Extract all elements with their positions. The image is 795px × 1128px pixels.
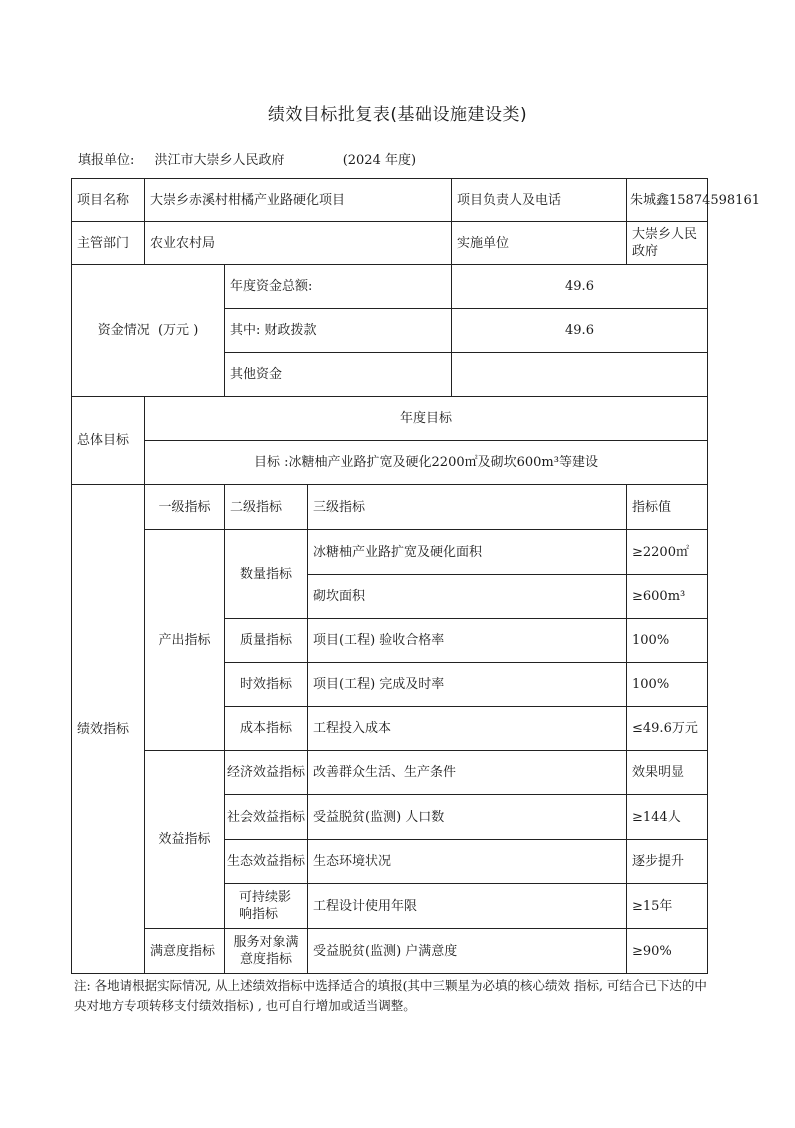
footnote: 注: 各地请根据实际情况, 从上述绩效指标中选择适合的填报(其中三颗星为必填的核心绩效 指标, 可结合已下达的中央对地方专项转移支付绩效指标) , 也可自行增加或适当调整。 <box>74 978 707 1013</box>
page-title: 绩效目标批复表(基础设施建设类) <box>267 105 528 125</box>
dept-value: 农业农村局 <box>145 222 452 265</box>
service-name: 受益脱贫(监测) 户满意度 <box>308 929 627 974</box>
eco-value: 逐步提升 <box>627 840 708 884</box>
funds-fiscal-value: 49.6 <box>452 309 708 353</box>
performance-label: 绩效指标 <box>72 485 145 974</box>
project-name-value: 大崇乡赤溪村柑橘产业路硬化项目 <box>145 179 452 222</box>
performance-table <box>71 178 760 974</box>
q1-value: ≥2200㎡ <box>627 530 708 575</box>
funds-label: 资金情况 (万元 ) <box>72 265 225 397</box>
funds-other-value <box>452 353 708 397</box>
sustain-name: 工程设计使用年限 <box>308 884 627 929</box>
indicator-header-row <box>72 485 708 530</box>
satisfaction-label: 满意度指标 <box>145 929 225 974</box>
funds-total-label: 年度资金总额: <box>225 265 452 309</box>
cost-value: ≤49.6万元 <box>627 707 708 751</box>
project-leader-value: 朱城鑫15874598161 <box>627 179 708 222</box>
impl-label: 实施单位 <box>452 222 627 265</box>
social-name: 受益脱贫(监测) 人口数 <box>308 795 627 840</box>
time-value: 100% <box>627 663 708 707</box>
impl-value: 大崇乡人民政府 <box>627 222 708 265</box>
time-label: 时效指标 <box>225 663 308 707</box>
level2-header: 二级指标 <box>225 485 308 530</box>
econ-name: 改善群众生活、生产条件 <box>308 751 627 795</box>
dept-label: 主管部门 <box>72 222 145 265</box>
table-row <box>72 929 708 974</box>
quality-value: 100% <box>627 619 708 663</box>
funds-fiscal-label: 其中: 财政拨款 <box>225 309 452 353</box>
unit-label: 填报单位: <box>78 153 135 168</box>
level1-header: 一级指标 <box>145 485 225 530</box>
time-name: 项目(工程) 完成及时率 <box>308 663 627 707</box>
benefit-label: 效益指标 <box>145 751 225 929</box>
value-header: 指标值 <box>627 485 708 530</box>
econ-value: 效果明显 <box>627 751 708 795</box>
funds-total-row <box>72 265 708 309</box>
eco-name: 生态环境状况 <box>308 840 627 884</box>
quality-name: 项目(工程) 验收合格率 <box>308 619 627 663</box>
service-value: ≥90% <box>627 929 708 974</box>
project-name-label: 项目名称 <box>72 179 145 222</box>
department-row <box>72 222 708 265</box>
social-value: ≥144人 <box>627 795 708 840</box>
funds-other-label: 其他资金 <box>225 353 452 397</box>
sustain-label: 可持续影响指标 <box>225 884 308 929</box>
sustain-value: ≥15年 <box>627 884 708 929</box>
annual-goal-label: 年度目标 <box>145 397 708 441</box>
cost-label: 成本指标 <box>225 707 308 751</box>
q2-name: 砌坎面积 <box>308 575 627 619</box>
level3-header: 三级指标 <box>308 485 627 530</box>
table-row <box>72 530 708 575</box>
service-label: 服务对象满意度指标 <box>225 929 308 974</box>
project-name-row <box>72 179 708 222</box>
social-label: 社会效益指标 <box>225 795 308 840</box>
eco-label: 生态效益指标 <box>225 840 308 884</box>
unit-line <box>78 149 416 168</box>
q2-value: ≥600m³ <box>627 575 708 619</box>
annual-goal-row <box>72 441 708 485</box>
table-row <box>72 751 708 795</box>
cost-name: 工程投入成本 <box>308 707 627 751</box>
project-leader-label: 项目负责人及电话 <box>452 179 627 222</box>
econ-label: 经济效益指标 <box>225 751 308 795</box>
q1-name: 冰糖柚产业路扩宽及硬化面积 <box>308 530 627 575</box>
overall-goal-label: 总体目标 <box>72 397 145 485</box>
funds-total-value: 49.6 <box>452 265 708 309</box>
annual-goal-header-row <box>72 397 708 441</box>
unit-value: 洪江市大崇乡人民政府 <box>154 153 285 168</box>
quantity-label: 数量指标 <box>225 530 308 619</box>
year-label: (2024 年度) <box>342 153 417 168</box>
output-label: 产出指标 <box>145 530 225 751</box>
annual-goal-text: 目标 :冰糖柚产业路扩宽及硬化2200㎡及砌坎600m³等建设 <box>145 441 708 485</box>
quality-label: 质量指标 <box>225 619 308 663</box>
